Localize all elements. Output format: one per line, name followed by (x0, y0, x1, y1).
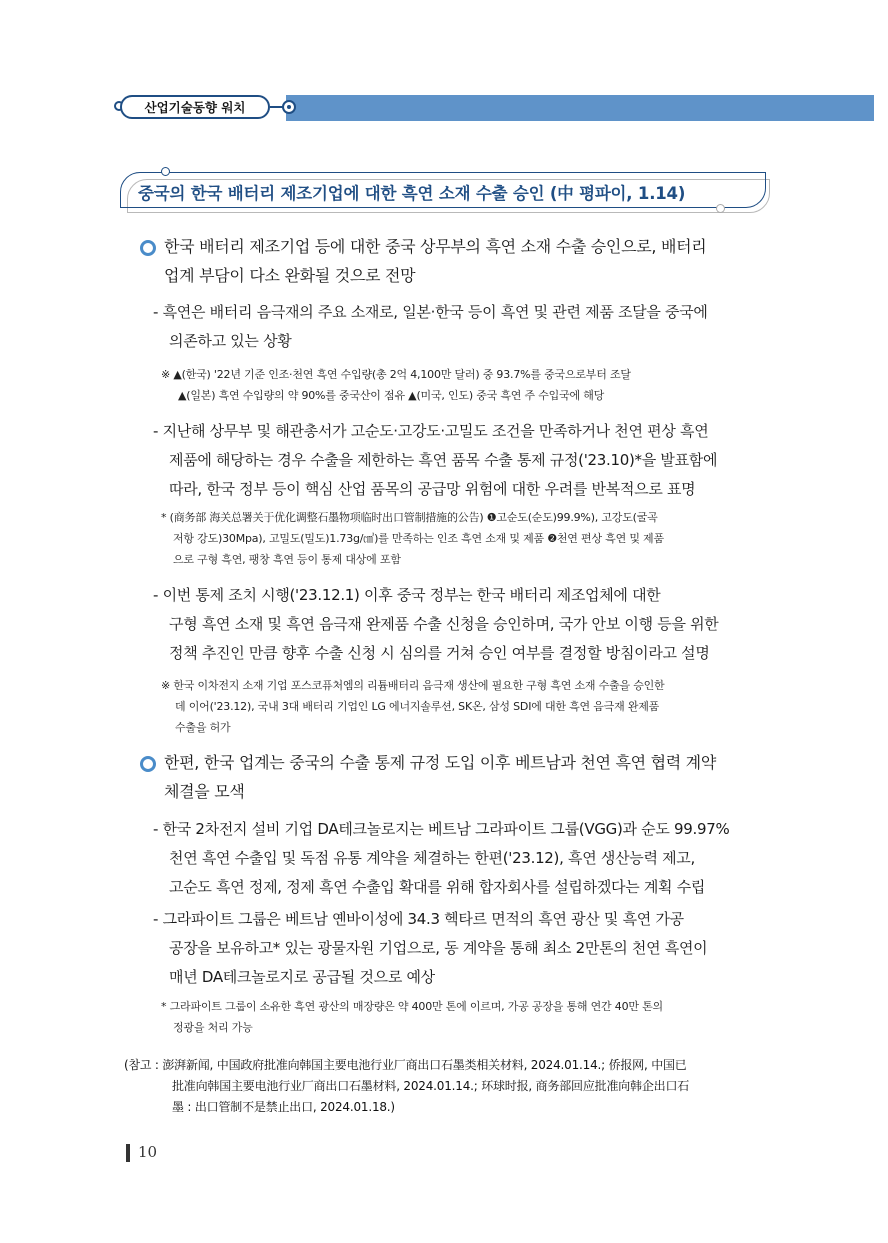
section-title: 중국의 한국 배터리 제조기업에 대한 흑연 소재 수출 승인 (中 평파이, 1.14) (138, 184, 686, 203)
note-4 (161, 996, 663, 1038)
sub-item-3 (153, 581, 719, 668)
page-number: 10 (138, 1143, 158, 1161)
text-line: ※ 한국 이차전지 소재 기업 포스코퓨처엠의 리튬배터리 음극재 생산에 필요한 구형 흑연 소재 수출을 승인한 (161, 679, 665, 692)
bullet-icon (140, 240, 156, 256)
header-pill-label: 산업기술동향 워치 (144, 100, 246, 115)
text-line: 의존하고 있는 상황 (169, 332, 292, 350)
text-line: ※ ▲(한국) '22년 기준 인조·천연 흑연 수입량(총 2억 4,100만 달러) 중 93.7%를 중국으로부터 조달 (161, 368, 631, 381)
bullet-icon (140, 756, 156, 772)
sub-item-4 (153, 815, 729, 902)
text-line: ▲(일본) 흑연 수입량의 약 90%를 중국산이 점유 ▲(미국, 인도) 중국 흑연 주 수입국에 해당 (178, 389, 605, 402)
text-line: - 흑연은 배터리 음극재의 주요 소재로, 일본·한국 등이 흑연 및 관련 제품 조달을 중국에 (153, 303, 708, 321)
main-bullet-2 (164, 748, 716, 806)
text-line: 매년 DA테크놀로지로 공급될 것으로 예상 (169, 968, 435, 986)
text-line: 한편, 한국 업계는 중국의 수출 통제 규정 도입 이후 베트남과 천연 흑연 협력 계약 (164, 753, 716, 772)
title-dot-top (161, 167, 170, 176)
text-line: 공장을 보유하고* 있는 광물자원 기업으로, 동 계약을 통해 최소 2만톤의 천연 흑연이 (169, 939, 708, 957)
sub-item-2 (153, 417, 717, 504)
text-line: - 한국 2차전지 설비 기업 DA테크놀로지는 베트남 그라파이트 그룹(VGG)과 순도 99.97% (153, 820, 730, 838)
text-line: 墨 : 出口管制不是禁止出口, 2024.01.18.) (172, 1100, 395, 1114)
header-pill (120, 95, 270, 119)
text-line: 구형 흑연 소재 및 흑연 음극재 완제품 수출 신청을 승인하며, 국가 안보 이행 등을 위한 (169, 615, 719, 633)
note-2 (161, 507, 664, 570)
text-line: 정광을 처리 가능 (173, 1021, 253, 1034)
text-line: * 그라파이트 그룹이 소유한 흑연 광산의 매장량은 약 400만 톤에 이르며, 가공 공장을 통해 연간 40만 톤의 (161, 1000, 663, 1013)
main-bullet-1 (164, 232, 706, 290)
title-dot-bottom (716, 204, 725, 213)
sub-item-1 (153, 298, 708, 356)
text-line: - 그라파이트 그룹은 베트남 옌바이성에 34.3 헥타르 면적의 흑연 광산 및 흑연 가공 (153, 910, 684, 928)
header-band (286, 95, 874, 121)
text-line: - 지난해 상무부 및 해관총서가 고순도·고강도·고밀도 조건을 만족하거나 천연 편상 흑연 (153, 422, 709, 440)
header-right-dot (282, 100, 296, 114)
text-line: 업계 부담이 다소 완화될 것으로 전망 (164, 266, 416, 285)
text-line: 저항 강도)30Mpa), 고밀도(밀도)1.73g/㎤)를 만족하는 인조 흑연 소재 및 제품 ❷천연 편상 흑연 및 제품 (173, 532, 664, 545)
text-line: 고순도 흑연 정제, 정제 흑연 수출입 확대를 위해 합자회사를 설립하겠다는 계획 수립 (169, 878, 706, 896)
text-line: 한국 배터리 제조기업 등에 대한 중국 상무부의 흑연 소재 수출 승인으로, 배터리 (164, 237, 707, 256)
text-line: (참고 : 澎湃新闻, 中国政府批准向韩国主要电池行业厂商出口石墨类相关材料, 2024.01.14.; 侨报网, 中国已 (124, 1058, 687, 1072)
text-line: 천연 흑연 수출입 및 독점 유통 계약을 체결하는 한편('23.12), 흑연 생산능력 제고, (169, 849, 695, 867)
text-line: 따라, 한국 정부 등이 핵심 산업 품목의 공급망 위험에 대한 우려를 반복적으로 표명 (169, 480, 696, 498)
sub-item-5 (153, 905, 707, 992)
note-3 (161, 675, 664, 738)
text-line: 정책 추진인 만큼 향후 수출 신청 시 심의를 거쳐 승인 여부를 결정할 방침이라고 설명 (169, 644, 710, 662)
reference (124, 1055, 689, 1118)
text-line: 수출을 허가 (175, 721, 231, 734)
text-line: 批准向韩国主要电池行业厂商出口石墨材料, 2024.01.14.; 环球时报, 商务部回应批准向韩企出口石 (172, 1079, 690, 1093)
text-line: 제품에 해당하는 경우 수출을 제한하는 흑연 품목 수출 통제 규정('23.10)*을 발표함에 (169, 451, 718, 469)
text-line: * (商务部 海关总署关于优化调整石墨物项临时出口管制措施的公告) ❶고순도(순도)99.9%), 고강도(굴곡 (161, 511, 658, 524)
text-line: 체결을 모색 (164, 782, 245, 801)
page-number-bar (126, 1144, 130, 1162)
text-line: 데 이어('23.12), 국내 3대 배터리 기업인 LG 에너지솔루션, SK온, 삼성 SDI에 대한 흑연 음극재 완제품 (175, 700, 660, 713)
text-line: - 이번 통제 조치 시행('23.12.1) 이후 중국 정부는 한국 배터리 제조업체에 대한 (153, 586, 661, 604)
text-line: 으로 구형 흑연, 팽창 흑연 등이 통제 대상에 포함 (173, 553, 401, 566)
note-1 (161, 364, 631, 406)
